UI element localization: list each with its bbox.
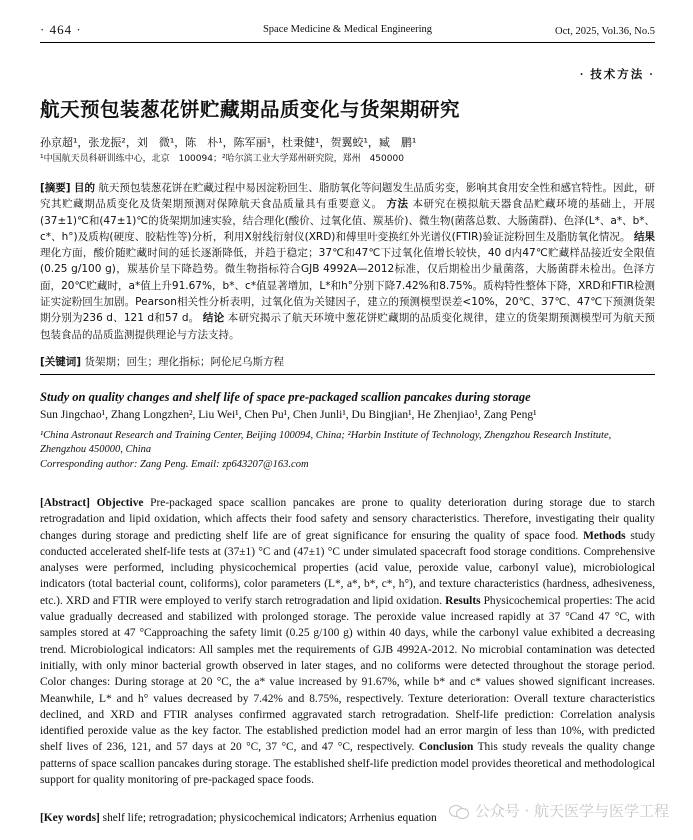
keywords-label-en: [Key words] xyxy=(40,812,100,824)
objective-text: 航天预包装葱花饼在贮藏过程中易因淀粉回生、脂肪氧化等问题发生品质劣变，影响其食用安全性和感官特性。因此，研究其贮藏期品质变化及货架期预测对保障航天食品质量具有重要意义。 xyxy=(40,182,655,211)
methods-text-en: study conducted accelerated shelf-life tests at (37±1) °C and (47±1) °C under simulated spacecraft food storage conditions. Comprehensive analyses were performed, including physicochemical properties (acid value, peroxide value, carbonyl value), microbiological indicators (total bacterial count, coliforms), color parameters (L*, a*, b*, c*, h°), and texture characteristics (hardness, adhesiveness, etc.). XRD and FTIR were employed to verify starch retrogradation and lipid oxidation. xyxy=(40,529,656,607)
abstract-chinese xyxy=(40,180,655,343)
running-header xyxy=(40,22,655,38)
results-text-en: Physicochemical properties: The acid value gradually decreased and stabilized with prolonged storage. The peroxide value increased rapidly at 37 °Cand 47 °C, with samples stored at 47 °Capproaching the safety limit (0.25 g/100 g) within 40 days, while the carbonyl value exhibited a decreasing trend. Microbiological indicators: All samples met the requirements of GJB 4992A-2012. No microbial contamination was detected initially, with only minor bacterial growth observed in later stages, and no coliforms were detected throughout the storage period. Color changes: During storage at 20 °C, the a* value increased by 91.67%, while b* and c* values showed significant increases. Meanwhile, L* and h° values decreased by 7.42% and 8.75%, respectively. Texture deterioration: Overall texture characteristics declined, and XRD and FTIR analyses confirmed aggravated starch retrogradation. Shelf-life prediction: Correlation analysis identified peroxide value as the key factor. The established prediction model had an error margin of less than 10%, with predicted shelf lives of 236, 121, and 57 days at 20 °C, 37 °C, and 47 °C, respectively. xyxy=(40,594,655,754)
watermark-text: 公众号 · 航天医学与医学工程 xyxy=(474,802,669,820)
conclusion-text-en: This study reveals the quality change patterns of space scallion pancakes during storage. The established shelf-life prediction model provides theoretical and methodological support for quality monitoring of pre-packaged space foods. xyxy=(40,741,655,787)
affiliations-english: ¹China Astronaut Research and Training Center, Beijing 100094, China; ²Harbin Institute of Technology, Zhengzhou Research Institute, Zhengzhou 450000, China xyxy=(40,430,612,455)
keywords-text-en: shelf life; retrogradation; physicochemical indicators; Arrhenius equation xyxy=(102,812,437,824)
abstract-label-en: [Abstract] xyxy=(40,497,90,509)
title-english: Study on quality changes and shelf life of space pre-packaged scallion pancakes during storage xyxy=(40,390,531,404)
keywords-label: [关键词] xyxy=(40,356,82,368)
objective-label: 目的 xyxy=(73,182,95,194)
keywords-text: 货架期；回生；理化指标；阿伦尼乌斯方程 xyxy=(84,356,284,368)
section-tag: · 技术方法 · xyxy=(579,69,655,81)
conclusion-label: 结论 xyxy=(202,312,225,325)
header-rule xyxy=(40,42,655,43)
methods-label: 方法 xyxy=(386,198,409,211)
corresponding-author: Corresponding author: Zang Peng. Email: zp643207@163.com xyxy=(40,459,309,470)
wechat-watermark xyxy=(449,800,669,821)
authors-english: Sun Jingchao¹, Zhang Longzhen², Liu Wei¹, Chen Pu¹, Chen Junli¹, Du Bingjian¹, He Zhenjiao¹, Zang Peng¹ xyxy=(40,409,537,421)
keywords-chinese xyxy=(40,354,655,369)
methods-text: 本研究在模拟航天器食品贮藏环境的基础上，开展(37±1)℃和(47±1)℃的货架期加速实验，结合理化(酸价、过氧化值、羰基价)、微生物(菌落总数、大肠菌群)、色泽(L*、a*、b*、c*、h°)及质构(硬度、胶粘性等)分析，利用X射线衍射仪(XRD)和傅里叶变换红外光谱仪(FTIR)验证淀粉回生及脂肪氧化情况。 xyxy=(40,198,656,243)
issue-info: Oct, 2025, Vol.36, No.5 xyxy=(555,26,655,37)
affiliations-chinese: ¹中国航天员科研训练中心，北京 100094；²哈尔滨工业大学郑州研究院，郑州 450000 xyxy=(40,154,404,164)
page-number: · 464 · xyxy=(40,22,82,37)
methods-label-en: Methods xyxy=(583,529,626,542)
conclusion-label-en: Conclusion xyxy=(418,741,474,754)
wechat-icon xyxy=(449,803,469,819)
title-chinese: 航天预包装葱花饼贮藏期品质变化与货架期研究 xyxy=(40,98,461,121)
objective-label-en: Objective xyxy=(96,497,144,509)
results-text: 理化方面，酸价随贮藏时间的延长逐渐降低，并趋于稳定；37℃和47℃下过氧化值增长较快，40 d内47℃贮藏样品接近安全限值(0.25 g/100 g)，羰基价呈下降趋势。微生物指标符合GJB 4992A—2012标准，仅后期检出少量菌落，大肠菌群未检出。色泽方面，20℃贮藏时，a*值上升91.67%，b*、c*值显著增加，L*和h°分别下降7.42%和8.75%。质构特性整体下降，XRD和FTIR检测证实淀粉回生加剧。Pearson相关性分析表明，过氧化值为关键因子，建立的预测模型误差<10%，20℃、37℃、47℃下预测货架期分别为236 d、121 d和57 d。 xyxy=(40,247,655,325)
results-label: 结果 xyxy=(633,230,656,243)
abstract-label: [摘要] xyxy=(40,182,71,194)
conclusion-text: 本研究揭示了航天环境中葱花饼贮藏期的品质变化规律，建立的货架期预测模型可为航天预包装食品的品质监测提供理论与方法支持。 xyxy=(40,312,656,341)
results-label-en: Results xyxy=(445,594,481,607)
keywords-rule xyxy=(40,374,655,375)
abstract-english xyxy=(40,495,655,788)
objective-text-en: Pre-packaged space scallion pancakes are prone to quality deterioration during storage due to starch retrogradation and lipid oxidation, which affects their food safety and sensory characteristics. Therefore, investigating their quality changes during storage and predicting shelf life are of great significance for ensuring the quality of space food. xyxy=(40,497,655,542)
authors-chinese: 孙京超¹，张龙振²，刘 微¹，陈 朴¹，陈军丽¹，杜秉健¹，贺翼蛟¹，臧 鹏¹ xyxy=(40,136,417,149)
journal-name: Space Medicine & Medical Engineering xyxy=(262,24,433,35)
